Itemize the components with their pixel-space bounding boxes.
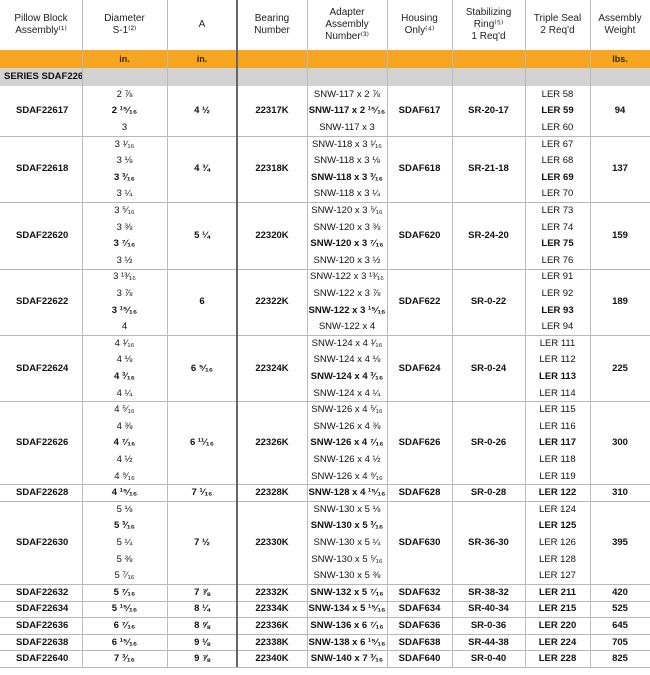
ring-cell: SR-0-24 — [470, 362, 507, 374]
adapter-value: SNW-117 x 2 ¹⁵⁄₁₆ — [308, 105, 386, 117]
diameter-value: 3 ¼ — [116, 188, 133, 200]
seal-value: LER 91 — [541, 271, 574, 283]
bearing-cell: 22332K — [255, 586, 289, 598]
seal-value: LER 118 — [539, 453, 576, 465]
series-label: SERIES SDAF226 — [4, 71, 84, 82]
adapter-value: SNW-118 x 3 ¼ — [313, 188, 381, 200]
housing-cell: SDAF624 — [398, 362, 441, 374]
seal-value: LER 114 — [539, 387, 576, 399]
a-cell: 9 ⅞ — [194, 653, 210, 665]
diameter-value: 6 ¹⁵⁄₁₆ — [111, 636, 138, 648]
diameter-value: 3 ⁵⁄₁₆ — [114, 204, 135, 216]
weight-cell: 645 — [612, 619, 628, 631]
assembly-cell: SDAF22622 — [16, 296, 69, 308]
seal-value: LER 125 — [538, 520, 577, 532]
ring-cell: SR-0-26 — [470, 437, 507, 449]
diameter-value: 4 ⅛ — [116, 354, 133, 366]
weight-cell: 137 — [612, 163, 628, 175]
housing-cell: SDAF638 — [398, 636, 441, 648]
ring-cell: SR-20-17 — [468, 105, 509, 117]
table-row — [0, 401, 650, 485]
seal-value: LER 94 — [541, 321, 574, 333]
seal-value: LER 124 — [539, 503, 576, 515]
diameter-value: 4 ⁵⁄₁₆ — [114, 404, 135, 416]
diameter-value: 5 ⁷⁄₁₆ — [113, 586, 136, 598]
ring-cell: SR-21-18 — [468, 163, 509, 175]
assembly-cell: SDAF22640 — [16, 653, 69, 665]
table-row — [0, 136, 650, 203]
bearing-cell: 22338K — [255, 636, 289, 648]
seal-value: LER 119 — [539, 470, 576, 482]
table-row — [0, 634, 650, 652]
seal-value: LER 228 — [538, 653, 577, 665]
adapter-value: SNW-122 x 3 ¹³⁄₁₆ — [310, 271, 384, 283]
header-ring: Stabilizing Ring⁽⁵⁾ 1 Req'd — [465, 7, 512, 42]
diameter-value: 3 ½ — [116, 254, 133, 266]
diameter-value: 7 ³⁄₁₆ — [114, 653, 135, 665]
unit-diameter: in. — [119, 54, 130, 64]
column-divider — [590, 0, 591, 667]
seal-value: LER 60 — [541, 121, 574, 133]
column-divider — [307, 0, 308, 667]
seal-value: LER 69 — [541, 171, 574, 183]
diameter-value: 3 — [121, 121, 128, 133]
bearing-cell: 22318K — [255, 163, 289, 175]
column-divider — [525, 0, 526, 667]
housing-cell: SDAF636 — [398, 619, 441, 631]
ring-cell: SR-36-30 — [468, 537, 509, 548]
bearing-cell: 22334K — [255, 603, 289, 615]
diameter-value: 4 ⅜ — [116, 420, 133, 432]
units-row — [0, 50, 650, 68]
header-weight: Assembly Weight — [598, 13, 642, 36]
seal-value: LER 75 — [541, 238, 574, 250]
ring-cell: SR-24-20 — [468, 229, 509, 241]
column-divider — [387, 0, 388, 667]
unit-seal — [525, 50, 590, 68]
seal-value: LER 67 — [541, 138, 574, 150]
bearing-cell: 22340K — [255, 653, 289, 665]
adapter-value: SNW-120 x 3 ½ — [313, 254, 381, 266]
adapter-value: SNW-130 x 5 ³⁄₁₆ — [310, 520, 384, 532]
diameter-value: 3 ⅛ — [116, 155, 133, 167]
seal-value: LER 128 — [539, 553, 576, 565]
header-adapter: Adapter Assembly Number⁽³⁾ — [325, 7, 369, 42]
bearing-cell: 22324K — [255, 362, 289, 374]
seal-value: LER 115 — [539, 404, 576, 416]
assembly-cell: SDAF22626 — [16, 437, 69, 449]
weight-cell: 705 — [612, 636, 628, 648]
seal-value: LER 73 — [541, 204, 574, 216]
unit-weight: lbs. — [612, 54, 628, 64]
adapter-value: SNW-128 x 4 ¹⁵⁄₁₆ — [308, 487, 386, 499]
adapter-value: SNW-124 x 4 ¼ — [313, 387, 381, 399]
ring-cell: SR-0-22 — [470, 296, 507, 308]
seal-value: LER 68 — [541, 155, 574, 167]
assembly-cell: SDAF22630 — [16, 537, 69, 548]
seal-value: LER 127 — [539, 570, 576, 582]
seal-value: LER 117 — [539, 437, 576, 449]
adapter-value: SNW-120 x 3 ⅜ — [313, 221, 381, 233]
adapter-value: SNW-118 x 3 ³⁄₁₆ — [311, 171, 383, 183]
bearing-cell: 22320K — [255, 229, 289, 241]
adapter-value: SNW-118 x 3 ¹⁄₁₆ — [311, 138, 383, 150]
seal-value: LER 211 — [539, 586, 576, 598]
adapter-value: SNW-138 x 6 ¹⁵⁄₁₆ — [308, 636, 386, 648]
housing-cell: SDAF632 — [398, 586, 441, 598]
adapter-value: SNW-140 x 7 ³⁄₁₆ — [310, 653, 384, 665]
a-cell: 8 ¼ — [194, 603, 210, 615]
seal-value: LER 93 — [541, 304, 574, 316]
weight-cell: 310 — [612, 487, 628, 499]
unit-bearing — [237, 50, 307, 68]
diameter-value: 3 ⅜ — [116, 221, 133, 233]
diameter-value: 5 ¹⁵⁄₁₆ — [111, 603, 138, 615]
unit-adapter — [307, 50, 387, 68]
header-a: A — [198, 19, 206, 30]
series-row — [0, 68, 650, 86]
diameter-value: 3 ¹³⁄₁₆ — [113, 271, 136, 283]
bearing-cell: 22328K — [255, 487, 289, 499]
column-divider — [236, 0, 238, 667]
diameter-value: 4 ¹⁄₁₆ — [114, 337, 135, 349]
ring-cell: SR-40-34 — [468, 603, 509, 615]
table-row — [0, 269, 650, 336]
diameter-value: 3 ¹⁵⁄₁₆ — [111, 304, 138, 316]
seal-value: LER 215 — [538, 603, 577, 615]
bearing-cell: 22330K — [255, 537, 289, 548]
table-row — [0, 601, 650, 619]
weight-cell: 189 — [612, 296, 628, 308]
seal-value: LER 58 — [541, 88, 574, 100]
diameter-value: 4 ⁷⁄₁₆ — [113, 437, 136, 449]
header-bearing: Bearing Number — [254, 13, 290, 36]
weight-cell: 225 — [612, 362, 628, 374]
bearing-cell: 22336K — [255, 619, 289, 631]
diameter-value: 4 — [121, 321, 128, 333]
assembly-cell: SDAF22617 — [16, 105, 69, 117]
diameter-value: 3 ⁷⁄₁₆ — [113, 238, 136, 250]
adapter-value: SNW-122 x 3 ¹⁵⁄₁₆ — [308, 304, 386, 316]
housing-cell: SDAF618 — [398, 163, 441, 175]
assembly-cell: SDAF22628 — [16, 487, 69, 499]
diameter-value: 5 ⅛ — [116, 503, 133, 515]
diameter-value: 3 ⅞ — [116, 287, 133, 299]
diameter-value: 4 ¹⁵⁄₁₆ — [111, 487, 138, 499]
bearing-cell: 22317K — [255, 105, 289, 117]
table-row — [0, 584, 650, 602]
assembly-cell: SDAF22624 — [16, 362, 69, 374]
a-cell: 7 ⅞ — [194, 586, 210, 598]
housing-cell: SDAF630 — [398, 537, 441, 548]
adapter-value: SNW-122 x 3 ⅞ — [313, 287, 381, 299]
bearing-cell: 22326K — [255, 437, 289, 449]
housing-cell: SDAF628 — [398, 487, 441, 499]
weight-cell: 300 — [612, 437, 628, 449]
table-row — [0, 501, 650, 585]
adapter-value: SNW-126 x 4 ⁷⁄₁₆ — [310, 437, 384, 449]
adapter-value: SNW-134 x 5 ¹⁵⁄₁₆ — [308, 603, 386, 615]
column-divider — [452, 0, 453, 667]
adapter-value: SNW-126 x 4 ⅜ — [313, 420, 381, 432]
adapter-value: SNW-124 x 4 ¹⁄₁₆ — [311, 337, 383, 349]
weight-cell: 420 — [612, 586, 628, 598]
assembly-cell: SDAF22618 — [16, 163, 69, 175]
header-seal: Triple Seal 2 Req'd — [533, 13, 582, 36]
diameter-value: 2 ⅞ — [116, 88, 133, 100]
seal-value: LER 111 — [539, 337, 576, 349]
adapter-value: SNW-122 x 4 — [318, 321, 376, 333]
adapter-value: SNW-120 x 3 ⁵⁄₁₆ — [311, 204, 383, 216]
housing-cell: SDAF620 — [398, 229, 441, 241]
table-row — [0, 86, 650, 137]
adapter-value: SNW-117 x 2 ⅞ — [313, 88, 381, 100]
a-cell: 4 ½ — [194, 105, 210, 117]
a-cell: 4 ¾ — [194, 163, 210, 175]
weight-cell: 159 — [612, 229, 628, 241]
table-row — [0, 335, 650, 402]
adapter-value: SNW-130 x 5 ⁵⁄₁₆ — [311, 553, 383, 565]
diameter-value: 5 ⅜ — [116, 553, 133, 565]
assembly-cell: SDAF22634 — [16, 603, 69, 615]
weight-cell: 825 — [612, 653, 628, 665]
adapter-value: SNW-136 x 6 ⁷⁄₁₆ — [310, 619, 384, 631]
ring-cell: SR-0-36 — [470, 619, 507, 631]
a-cell: 7 ½ — [194, 537, 210, 548]
table-row — [0, 484, 650, 502]
diameter-value: 4 ⁹⁄₁₆ — [114, 470, 135, 482]
seal-value: LER 59 — [541, 105, 574, 117]
diameter-value: 4 ½ — [116, 453, 133, 465]
seal-value: LER 92 — [541, 287, 574, 299]
table-row — [0, 617, 650, 635]
adapter-value: SNW-132 x 5 ⁷⁄₁₆ — [310, 586, 384, 598]
assembly-cell: SDAF22620 — [16, 229, 69, 241]
adapter-value: SNW-130 x 5 ⅛ — [313, 503, 381, 515]
a-cell: 8 ⅝ — [194, 619, 210, 631]
header-housing: Housing Only⁽⁴⁾ — [401, 13, 438, 36]
unit-ring — [452, 50, 525, 68]
adapter-value: SNW-126 x 4 ⁹⁄₁₆ — [311, 470, 383, 482]
assembly-cell: SDAF22638 — [16, 636, 69, 648]
table-row — [0, 650, 650, 668]
a-cell: 9 ⅛ — [194, 636, 210, 648]
diameter-value: 5 ³⁄₁₆ — [114, 520, 135, 532]
housing-cell: SDAF634 — [398, 603, 441, 615]
seal-value: LER 74 — [541, 221, 574, 233]
weight-cell: 395 — [612, 537, 628, 548]
table-header — [0, 0, 650, 50]
diameter-value: 4 ¼ — [116, 387, 133, 399]
seal-value: LER 70 — [541, 188, 574, 200]
unit-housing — [387, 50, 452, 68]
seal-value: LER 113 — [539, 370, 576, 382]
a-cell: 6 ⁵⁄₁₆ — [190, 362, 214, 374]
adapter-value: SNW-120 x 3 ⁷⁄₁₆ — [310, 238, 384, 250]
weight-cell: 94 — [614, 105, 626, 117]
ring-cell: SR-0-28 — [470, 487, 507, 499]
housing-cell: SDAF626 — [398, 437, 441, 449]
header-assembly: Pillow Block Assembly⁽¹⁾ — [14, 13, 68, 36]
header-diameter: Diameter S-1⁽²⁾ — [104, 13, 145, 36]
bearing-cell: 22322K — [255, 296, 289, 308]
seal-value: LER 224 — [538, 636, 577, 648]
adapter-value: SNW-126 x 4 ⁵⁄₁₆ — [311, 404, 383, 416]
diameter-value: 6 ⁷⁄₁₆ — [113, 619, 136, 631]
diameter-value: 5 ⁷⁄₁₆ — [114, 570, 135, 582]
diameter-value: 5 ¼ — [116, 536, 133, 548]
column-divider — [82, 0, 83, 667]
adapter-value: SNW-117 x 3 — [319, 121, 375, 133]
housing-cell: SDAF622 — [398, 296, 441, 308]
unit-assembly — [0, 50, 82, 68]
adapter-value: SNW-130 x 5 ⅜ — [313, 570, 381, 582]
ring-cell: SR-38-32 — [468, 586, 509, 598]
diameter-value: 3 ¹⁄₁₆ — [114, 138, 135, 150]
ring-cell: SR-0-40 — [470, 653, 507, 665]
seal-value: LER 220 — [538, 619, 577, 631]
diameter-value: 3 ³⁄₁₆ — [114, 171, 135, 183]
diameter-value: 4 ³⁄₁₆ — [114, 370, 135, 382]
seal-value: LER 126 — [539, 536, 576, 548]
a-cell: 7 ¹⁄₁₆ — [191, 487, 213, 499]
adapter-value: SNW-124 x 4 ⅛ — [313, 354, 381, 366]
a-cell: 5 ¼ — [194, 229, 210, 241]
table-row — [0, 202, 650, 269]
diameter-value: 2 ¹⁵⁄₁₆ — [111, 105, 138, 117]
assembly-cell: SDAF22632 — [16, 586, 69, 598]
weight-cell: 525 — [612, 603, 628, 615]
adapter-value: SNW-126 x 4 ½ — [313, 453, 381, 465]
adapter-value: SNW-118 x 3 ⅛ — [313, 155, 381, 167]
seal-value: LER 112 — [539, 354, 576, 366]
housing-cell: SDAF617 — [398, 105, 441, 117]
seal-value: LER 76 — [541, 254, 574, 266]
a-cell: 6 ¹¹⁄₁₆ — [189, 437, 215, 449]
unit-a: in. — [196, 54, 208, 64]
housing-cell: SDAF640 — [398, 653, 441, 665]
adapter-value: SNW-130 x 5 ¼ — [313, 536, 381, 548]
a-cell: 6 — [199, 296, 205, 308]
assembly-cell: SDAF22636 — [16, 619, 69, 631]
ring-cell: SR-44-38 — [468, 636, 509, 648]
seal-value: LER 116 — [539, 420, 576, 432]
adapter-value: SNW-124 x 4 ³⁄₁₆ — [310, 370, 384, 382]
seal-value: LER 122 — [538, 487, 577, 499]
column-divider — [167, 0, 168, 667]
